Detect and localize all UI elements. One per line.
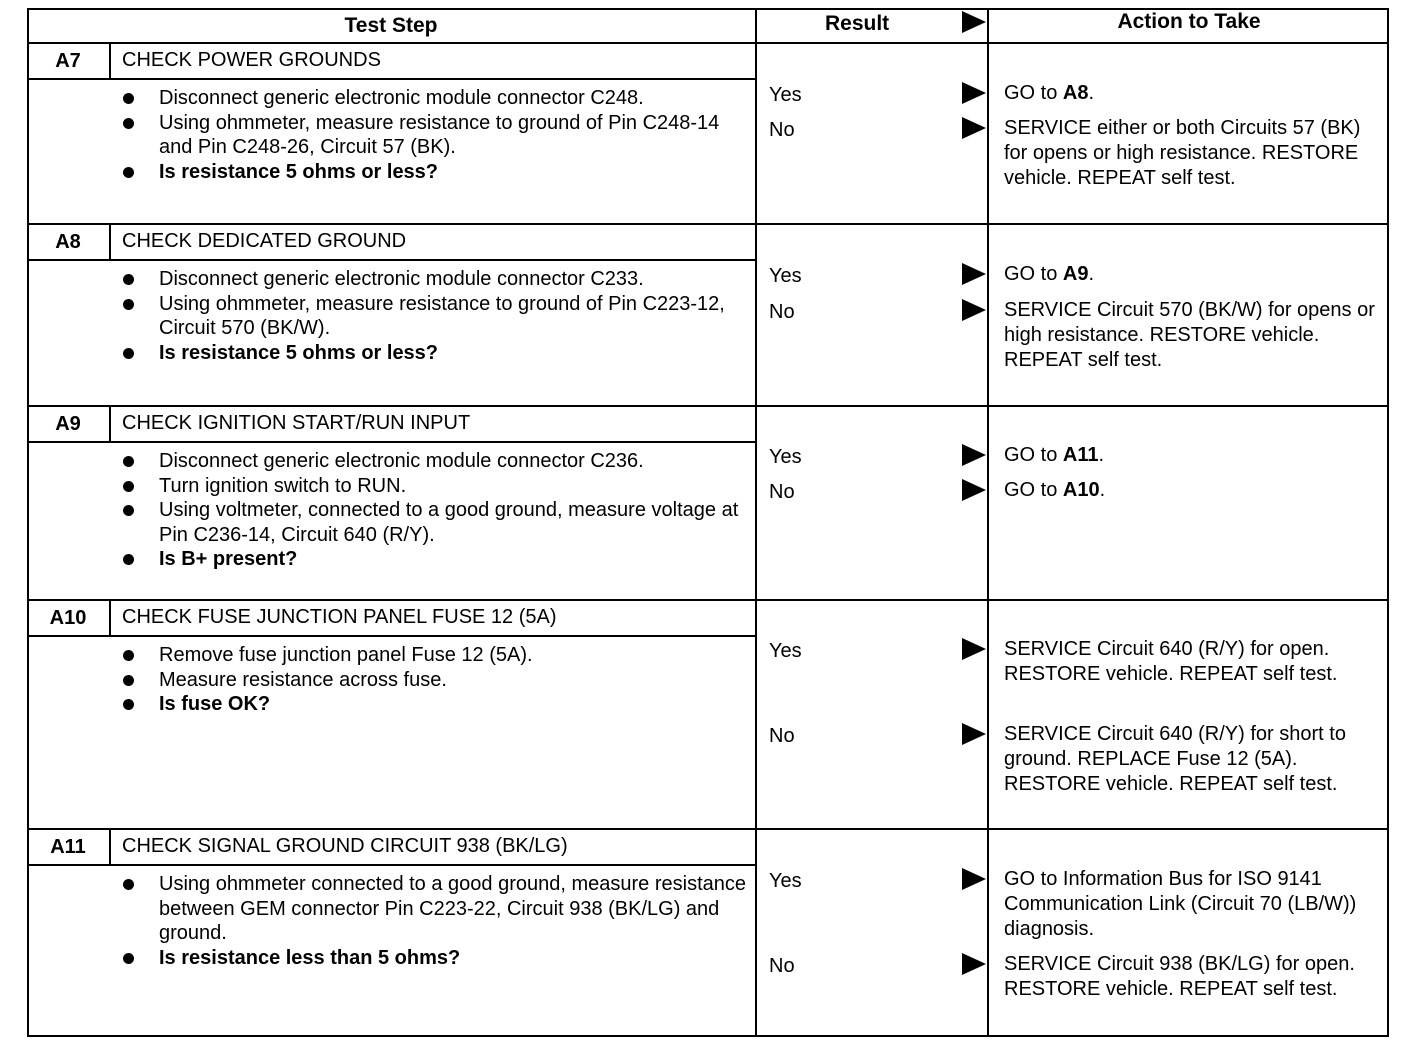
bullet-icon (123, 953, 134, 964)
step-procedure-list (119, 86, 749, 184)
result-label: Yes (769, 84, 802, 106)
instruction-text: Remove fuse junction panel Fuse 12 (5A). (159, 644, 533, 666)
title-underline (27, 635, 755, 637)
step-procedure-list (119, 643, 749, 717)
action-prefix: GO to (1004, 82, 1063, 104)
step-instruction (119, 643, 749, 668)
instruction-text: Using voltmeter, connected to a good ground, measure voltage at Pin C236-14, Circuit 640 (R/Y). (159, 499, 739, 546)
step-title: CHECK IGNITION START/RUN INPUT (122, 412, 471, 434)
table-border-right (1387, 8, 1389, 1037)
row-divider (27, 828, 1389, 830)
action-text (1004, 952, 1389, 1002)
action-prefix: GO to (1004, 263, 1063, 285)
step-instruction (119, 498, 749, 547)
step-question (119, 692, 749, 717)
bullet-icon (123, 505, 134, 516)
action-text (1004, 637, 1389, 687)
action-text (1004, 116, 1389, 191)
action-step-reference: A10 (1062, 479, 1100, 501)
action-step-reference: A8 (1062, 82, 1089, 104)
diagnostic-table (27, 8, 1389, 1036)
result-arrow-icon (961, 81, 987, 105)
step-procedure-list (119, 267, 749, 365)
action-body: SERVICE either or both Circuits 57 (BK) for opens or high resistance. RESTORE vehicle. REPEAT self test. (1004, 117, 1361, 189)
action-step-reference: A9 (1062, 263, 1089, 285)
bullet-icon (123, 167, 134, 178)
step-instruction (119, 86, 749, 111)
result-label: No (769, 119, 795, 141)
step-question (119, 547, 749, 572)
title-underline (27, 259, 755, 261)
question-text: Is B+ present? (159, 548, 298, 570)
id-divider (109, 405, 111, 442)
result-label: Yes (769, 446, 802, 468)
action-body: . (1098, 444, 1105, 466)
bullet-icon (123, 274, 134, 285)
step-title: CHECK SIGNAL GROUND CIRCUIT 938 (BK/LG) (122, 835, 568, 857)
id-divider (109, 42, 111, 79)
id-divider (109, 828, 111, 865)
result-arrow-icon (961, 116, 987, 140)
action-body: SERVICE Circuit 570 (BK/W) for opens or high resistance. RESTORE vehicle. REPEAT self test. (1004, 299, 1375, 371)
header-test-step: Test Step (344, 14, 438, 37)
result-arrow-icon (961, 262, 987, 286)
bullet-icon (123, 879, 134, 890)
step-question (119, 946, 749, 971)
row-divider (27, 42, 1389, 44)
title-underline (27, 864, 755, 866)
action-text (1004, 478, 1389, 503)
action-text (1004, 722, 1389, 797)
result-arrow-icon (961, 443, 987, 467)
bullet-icon (123, 650, 134, 661)
step-question (119, 160, 749, 185)
step-procedure-list (119, 449, 749, 572)
instruction-text: Using ohmmeter, measure resistance to ground of Pin C223-12, Circuit 570 (BK/W). (159, 292, 725, 339)
action-body: . (1088, 263, 1095, 285)
result-arrow-icon (961, 637, 987, 661)
bullet-icon (123, 675, 134, 686)
step-id: A7 (55, 50, 81, 72)
action-body: SERVICE Circuit 640 (R/Y) for open. RESTORE vehicle. REPEAT self test. (1004, 638, 1338, 685)
action-body: SERVICE Circuit 938 (BK/LG) for open. RESTORE vehicle. REPEAT self test. (1004, 953, 1355, 1000)
bullet-icon (123, 118, 134, 129)
action-body: . (1088, 82, 1095, 104)
step-instruction (119, 449, 749, 474)
step-title: CHECK POWER GROUNDS (122, 49, 381, 71)
action-step-reference: A11 (1062, 444, 1099, 466)
question-text: Is resistance 5 ohms or less? (159, 160, 439, 183)
instruction-text: Measure resistance across fuse. (159, 668, 447, 691)
step-id: A8 (55, 231, 81, 253)
bullet-icon (123, 93, 134, 104)
column-divider-action (987, 8, 989, 1037)
action-body: . (1099, 479, 1106, 501)
question-text: Is fuse OK? (159, 693, 271, 715)
bullet-icon (123, 699, 134, 710)
bullet-icon (123, 299, 134, 310)
id-divider (109, 599, 111, 636)
column-divider-result (755, 8, 757, 1037)
result-arrow-icon (961, 867, 987, 891)
step-instruction (119, 474, 749, 499)
title-underline (27, 78, 755, 80)
instruction-text: Using ohmmeter, measure resistance to ground of Pin C248-14 and Pin C248-26, Circuit 57 (BK). (159, 111, 720, 158)
action-text (1004, 867, 1389, 942)
step-procedure-list (119, 872, 749, 970)
step-instruction (119, 292, 749, 341)
bullet-icon (123, 348, 134, 359)
question-text: Is resistance less than 5 ohms? (159, 946, 461, 969)
step-id: A9 (55, 413, 81, 435)
row-divider (27, 405, 1389, 407)
instruction-text: Using ohmmeter connected to a good ground, measure resistance between GEM connector Pin C223-22, Circuit 938 (BK/LG) and ground. (159, 873, 747, 944)
step-instruction (119, 267, 749, 292)
action-body: SERVICE Circuit 640 (R/Y) for short to ground. REPLACE Fuse 12 (5A). RESTORE vehicle. REPEAT self test. (1004, 723, 1346, 795)
step-title: CHECK FUSE JUNCTION PANEL FUSE 12 (5A) (122, 606, 557, 628)
bullet-icon (123, 554, 134, 565)
header-arrow-icon (961, 10, 987, 34)
bullet-icon (123, 456, 134, 467)
result-label: Yes (769, 265, 802, 287)
result-arrow-icon (961, 298, 987, 322)
header-action: Action to Take (1117, 10, 1261, 33)
id-divider (109, 223, 111, 260)
header-result: Result (825, 12, 890, 35)
instruction-text: Turn ignition switch to RUN. (159, 474, 407, 497)
result-label: No (769, 955, 795, 977)
action-prefix: GO to (1004, 479, 1063, 501)
table-border-top (27, 8, 1389, 10)
step-id: A10 (49, 607, 87, 629)
action-text (1004, 81, 1389, 106)
table-border-left (27, 8, 29, 1037)
result-arrow-icon (961, 722, 987, 746)
result-label: Yes (769, 870, 802, 892)
question-text: Is resistance 5 ohms or less? (159, 341, 439, 364)
result-label: No (769, 481, 795, 503)
instruction-text: Disconnect generic electronic module connector C233. (159, 268, 644, 290)
result-label: No (769, 301, 795, 323)
title-underline (27, 441, 755, 443)
table-border-bottom (27, 1035, 1389, 1037)
step-question (119, 341, 749, 366)
action-text (1004, 443, 1389, 468)
bullet-icon (123, 481, 134, 492)
step-instruction (119, 872, 749, 946)
result-label: Yes (769, 640, 802, 662)
step-title: CHECK DEDICATED GROUND (122, 230, 407, 252)
action-text (1004, 298, 1389, 373)
step-instruction (119, 668, 749, 693)
row-divider (27, 599, 1389, 601)
result-arrow-icon (961, 478, 987, 502)
result-label: No (769, 725, 795, 747)
step-instruction (119, 111, 749, 160)
row-divider (27, 223, 1389, 225)
action-text (1004, 262, 1389, 287)
step-id: A11 (50, 836, 86, 858)
instruction-text: Disconnect generic electronic module connector C248. (159, 87, 644, 109)
instruction-text: Disconnect generic electronic module connector C236. (159, 450, 644, 472)
action-prefix: GO to (1004, 444, 1063, 466)
result-arrow-icon (961, 952, 987, 976)
action-body: GO to Information Bus for ISO 9141 Communication Link (Circuit 70 (LB/W)) diagnosis. (1004, 868, 1357, 940)
